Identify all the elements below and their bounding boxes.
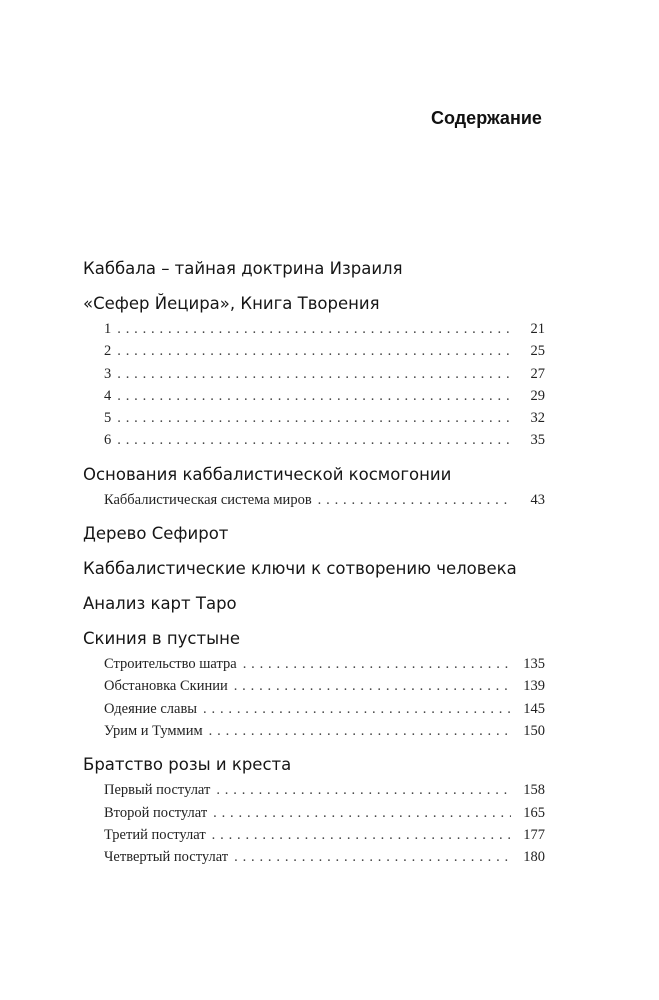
toc-entry-page-number: 139 <box>523 678 545 695</box>
toc-entry[interactable] <box>83 340 545 362</box>
toc-entry-page-number: 27 <box>530 365 545 382</box>
dot-leader <box>117 363 511 385</box>
dot-leader <box>117 340 511 362</box>
toc-section <box>83 521 545 546</box>
dot-leader <box>318 489 511 511</box>
dot-leader <box>216 779 511 801</box>
toc-entry[interactable] <box>83 429 545 451</box>
toc-entry-page-number: 158 <box>523 782 545 799</box>
dot-leader <box>117 385 511 407</box>
toc-entry[interactable] <box>83 385 545 407</box>
toc-entry-label: 3 <box>104 365 112 382</box>
toc-entry[interactable] <box>83 824 545 846</box>
toc-entry-page-number: 150 <box>523 722 545 739</box>
dot-leader <box>209 720 511 742</box>
toc-entry-page-number: 21 <box>530 321 545 337</box>
page-title: Содержание <box>431 108 542 128</box>
toc-section <box>83 256 545 281</box>
toc-entry-label: 2 <box>104 343 112 360</box>
toc-entry[interactable] <box>83 318 545 340</box>
toc-section-title[interactable]: Основания каббалистической космогонии <box>83 464 452 484</box>
toc-entry-page-number: 43 <box>530 491 545 508</box>
toc-entry-label: 1 <box>104 321 112 337</box>
table-of-contents <box>83 256 545 878</box>
toc-section <box>83 291 545 452</box>
toc-entry-label: Обстановка Скинии <box>104 678 228 695</box>
toc-section <box>83 591 545 616</box>
toc-section <box>83 556 545 581</box>
dot-leader <box>234 846 511 868</box>
toc-entry-page-number: 35 <box>530 432 545 449</box>
toc-entry-label: Первый постулат <box>104 782 211 799</box>
toc-entry-label: 4 <box>104 387 112 404</box>
toc-section-title[interactable]: Каббала – тайная доктрина Израиля <box>83 259 403 278</box>
dot-leader <box>203 698 511 720</box>
dot-leader <box>243 653 511 675</box>
toc-entry[interactable] <box>83 363 545 385</box>
toc-section <box>83 752 545 868</box>
toc-entry-page-number: 177 <box>523 826 545 843</box>
toc-entry[interactable] <box>83 720 545 742</box>
toc-entry-label: Четвертый постулат <box>104 849 229 866</box>
toc-entry-label: 6 <box>104 432 112 449</box>
toc-entry-label: Одеяние славы <box>104 700 198 717</box>
toc-section <box>83 462 545 511</box>
toc-entry-label: Строительство шатра <box>104 656 237 673</box>
toc-entry[interactable] <box>83 407 545 429</box>
toc-entry-label: Третий постулат <box>104 826 206 843</box>
dot-leader <box>213 802 511 824</box>
toc-entry-label: Урим и Туммим <box>104 722 203 739</box>
toc-section-title[interactable]: Скиния в пустыне <box>83 629 241 649</box>
toc-entry-page-number: 180 <box>523 849 545 866</box>
toc-section-title[interactable]: Каббалистические ключи к сотворению человека <box>83 559 517 579</box>
toc-section-title[interactable]: Дерево Сефирот <box>83 524 229 544</box>
toc-entry[interactable] <box>83 698 545 720</box>
toc-entry-page-number: 29 <box>530 387 545 404</box>
toc-entry-label: Второй постулат <box>104 804 208 821</box>
dot-leader <box>117 407 511 429</box>
toc-entry-page-number: 25 <box>530 343 545 360</box>
toc-entry-label: 5 <box>104 410 112 427</box>
dot-leader <box>234 675 511 697</box>
toc-entry[interactable] <box>83 653 545 675</box>
toc-entry[interactable] <box>83 802 545 824</box>
dot-leader <box>117 318 511 340</box>
toc-section-title[interactable]: Братство розы и креста <box>83 755 292 775</box>
toc-entry-page-number: 145 <box>523 700 545 717</box>
toc-entry-page-number: 32 <box>530 410 545 427</box>
dot-leader <box>117 429 511 451</box>
toc-section-title[interactable]: «Сефер Йецира», Книга Творения <box>83 294 380 313</box>
toc-entry[interactable] <box>83 489 545 511</box>
toc-entry-page-number: 165 <box>523 804 545 821</box>
toc-entry[interactable] <box>83 779 545 801</box>
toc-section-title[interactable]: Анализ карт Таро <box>83 594 237 614</box>
toc-entry[interactable] <box>83 846 545 868</box>
toc-entry[interactable] <box>83 675 545 697</box>
toc-entry-page-number: 135 <box>523 656 545 673</box>
toc-entry-label: Каббалистическая система миров <box>104 491 312 508</box>
toc-section <box>83 626 545 742</box>
dot-leader <box>212 824 511 846</box>
